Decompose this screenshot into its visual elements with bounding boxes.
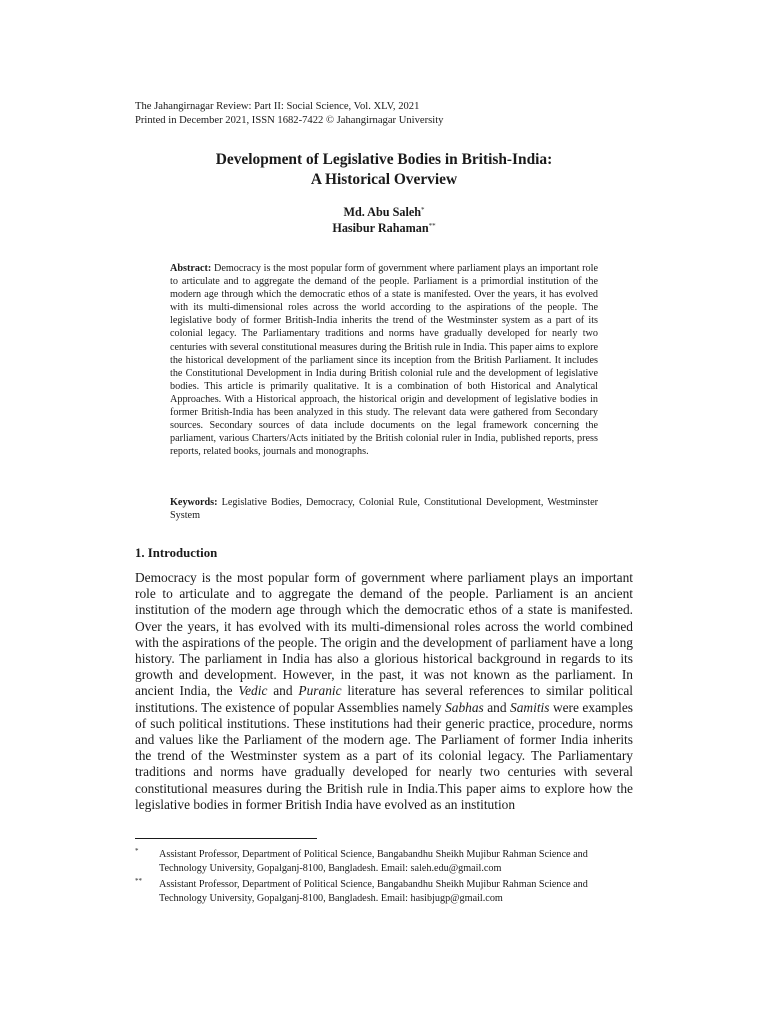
intro-emphasis: Vedic (238, 683, 268, 699)
journal-print-info: Printed in December 2021, ISSN 1682-7422 © Jahangirnagar University (135, 115, 444, 126)
intro-emphasis: Sabhas (445, 699, 484, 715)
intro-text: literature has several references to similar political institutions. The existence of popular Assemblies namely (135, 683, 634, 715)
keywords (170, 496, 598, 522)
title-line-1: Development of Legislative Bodies in British-India: (215, 151, 553, 168)
keywords-text: Legislative Bodies, Democracy, Colonial Rule, Constitutional Development, Westminster System (170, 497, 599, 522)
intro-emphasis: Puranic (298, 683, 342, 699)
author-footnote-mark: ** (428, 222, 436, 230)
intro-emphasis: Samitis (510, 699, 550, 715)
footnote-divider (135, 838, 317, 839)
abstract (170, 262, 598, 458)
intro-text: and (483, 699, 511, 715)
footnotes (135, 848, 633, 908)
intro-text: and (267, 683, 299, 699)
paper-title (135, 150, 633, 190)
journal-citation: The Jahangirnagar Review: Part II: Social Science, Vol. XLV, 2021 (135, 101, 420, 112)
author-footnote-mark: * (421, 206, 425, 214)
author (135, 220, 633, 236)
intro-text: Democracy is the most popular form of government where parliament plays an important role to articulate and to aggregate the demand of the people. Parliament is an ancient institution of the modern age through which the democratic ethos of a state is manifested. Over the years, it has evolved with its multi-dimensional roles across the world combined with the aspirations of the people. The origin and the development of parliament have a long history. The parliament in India has also a glorious historical background in regards to its growth and development. However, in the past, it was not known as the parliament. In ancient India, the (135, 570, 633, 699)
footnote-mark: * (135, 847, 139, 855)
keywords-label: Keywords: (170, 497, 218, 508)
footnote (135, 848, 633, 875)
title-line-2: A Historical Overview (310, 171, 458, 188)
abstract-label: Abstract: (170, 263, 212, 274)
abstract-text: Democracy is the most popular form of government where parliament plays an important role to articulate and to aggregate the demand of the people. Parliament is a primordial institution of the modern age through which the democratic ethos of a state is manifested. Over the years, it has evolved with its multi-dimensional roles across the world according to the aspirations of the people. The legislative body of former British-India inherits the trend of the Westminster system as a part of its colonial legacy. The Parliamentary traditions and norms have gradually developed for nearly two centuries with several constitutional measures during the British rule in India. This paper aims to explore the historical development of the parliament since its inception from the British Parliament. It includes the Constitutional Development in India during British colonial rule and the development of legislative bodies. This article is primarily qualitative. It is a combination of both Historical and Analytical Approaches. With a Historical approach, the historical origin and development of legislative bodies in former British-India has been analyzed in this study. The relevant data were gathered from Secondary sources. Secondary sources of data include documents on the legal framework concerning the parliament, various Charters/Acts initiated by the British colonial ruler in India, published reports, press reports, related books, journals and monographs. (170, 263, 598, 458)
footnote-text: Assistant Professor, Department of Political Science, Bangabandhu Sheikh Mujibur Rahman Science and Technology University, Gopalganj-8100, Bangladesh. Email: hasibjugp@gmail.com (159, 879, 588, 904)
author-name: Hasibur Rahaman (332, 221, 429, 235)
section-heading: 1. Introduction (135, 546, 218, 560)
introduction-paragraph (135, 570, 633, 813)
author-list (135, 204, 633, 236)
author-name: Md. Abu Saleh (343, 205, 422, 219)
journal-header (135, 100, 635, 128)
intro-text: were examples of such political institutions. These institutions had their generic practice, procedure, norms and values like the Parliament of the modern age. The Parliament of former India inherits the trend of the Westminster system as a part of its colonial legacy. The Parliamentary traditions and norms have gradually developed for nearly two centuries with several constitutional measures during the British rule in India.This paper aims to explore how the legislative bodies in former British India have evolved as an institution (135, 699, 633, 812)
footnote-mark: ** (135, 877, 142, 886)
author (135, 204, 633, 220)
footnote (135, 878, 633, 905)
footnote-text: Assistant Professor, Department of Political Science, Bangabandhu Sheikh Mujibur Rahman Science and Technology University, Gopalganj-8100, Bangladesh. Email: saleh.edu@gmail.com (159, 849, 588, 874)
